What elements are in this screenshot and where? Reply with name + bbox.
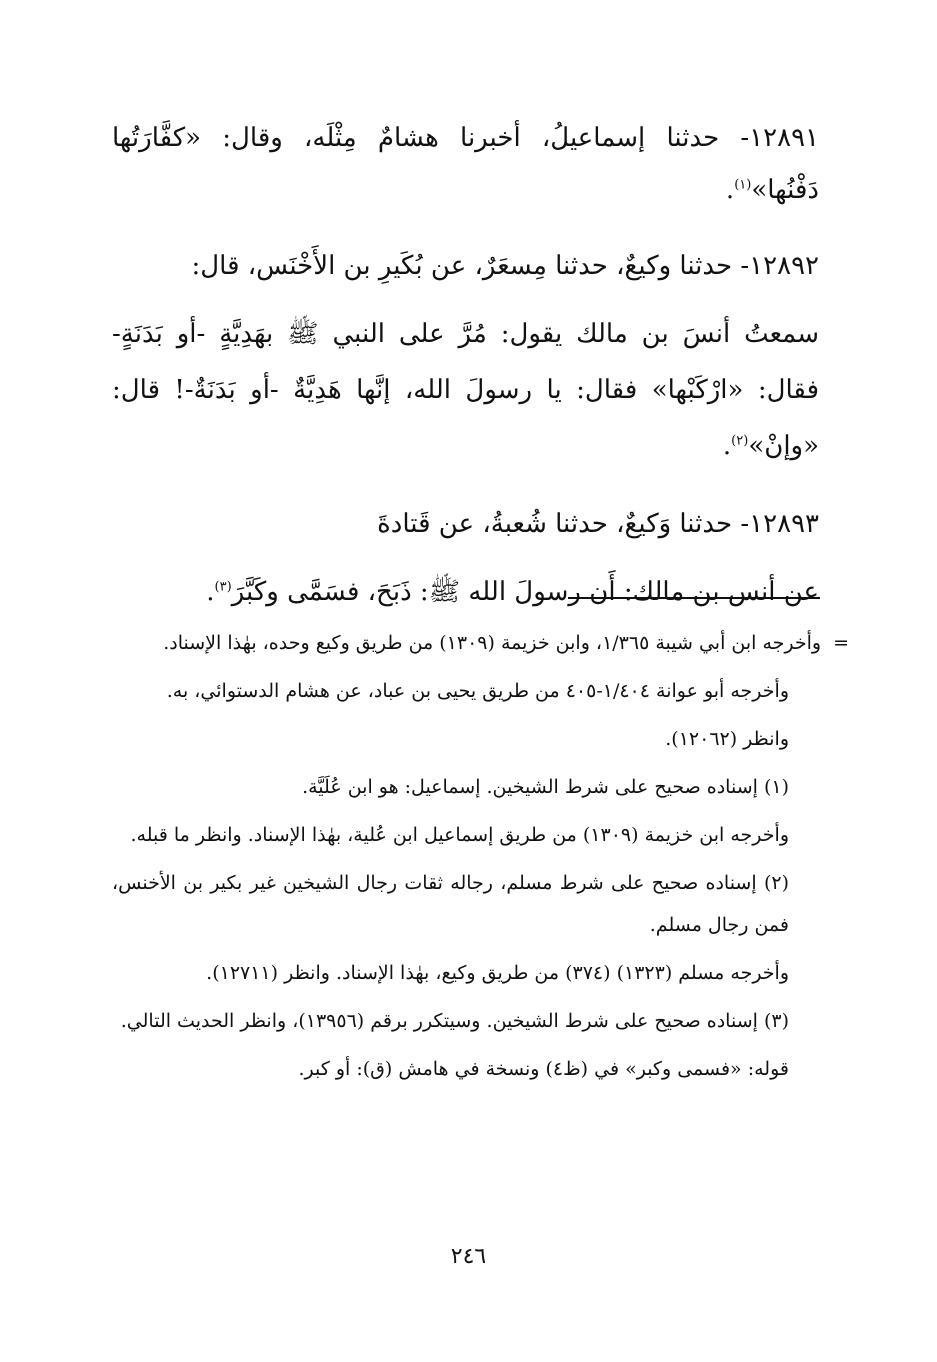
footnote-line: (١) إسناده صحيح على شرط الشيخين. إسماعيل: هو ابن عُلَيَّة. bbox=[302, 776, 789, 798]
footnote-line: وأخرجه ابن خزيمة (١٣٠٩) من طريق إسماعيل ابن عُلية، بهٰذا الإسناد. وانظر ما قبله. bbox=[130, 824, 789, 846]
footnote-line: وأخرجه أبو عوانة ١/٤٠٤-٤٠٥ من طريق يحيى بن عباد، عن هشام الدستوائي، به. bbox=[166, 680, 789, 702]
hadith-text: سمعتُ أنسَ بن مالك يقول: مُرَّ على النبي ﷺ بهَدِيَّةٍ -أو بَدَنَةٍ- فقال: «ارْكَبْها» فقال: يا رسولَ الله، إنَّها هَدِيَّةٌ -أو بَدَنَةٌ-! قال: «وإنْ» bbox=[112, 319, 819, 461]
hadith-12891 bbox=[112, 112, 819, 216]
hadith-end: . bbox=[725, 175, 735, 205]
footnote-line: وانظر (١٢٠٦٢). bbox=[665, 728, 789, 750]
hadith-text: ١٢٨٩٣- حدثنا وَكيعٌ، حدثنا شُعبةُ، عن قَتادةَ bbox=[377, 509, 819, 539]
hadith-text: ١٢٨٩٢- حدثنا وكيعٌ، حدثنا مِسعَرٌ، عن بُكَيرِ بن الأَخْنَس، قال: bbox=[191, 251, 819, 281]
footnote-line: (٢) إسناده صحيح على شرط مسلم، رجاله ثقات رجال الشيخين غير بكير بن الأخنس، فمن رجال مسلم. bbox=[112, 872, 789, 936]
footnote-line: وأخرجه مسلم (١٣٢٣) (٣٧٤) من طريق وكيع، بهٰذا الإسناد. وانظر (١٢٧١١). bbox=[206, 962, 789, 984]
hadith-12892-matn bbox=[112, 306, 819, 474]
footnote-line bbox=[112, 622, 849, 664]
footnote-ref: (٣) bbox=[214, 579, 232, 595]
footnotes-block bbox=[112, 622, 849, 1096]
hadith-text: عن أنس بن مالك: أَن رسولَ الله ﷺ: ذَبَحَ، فسَمَّى وكَبَّرَ bbox=[231, 577, 819, 607]
continuation-mark: = bbox=[833, 632, 849, 654]
hadith-end: . bbox=[206, 577, 215, 607]
hadith-text-block bbox=[112, 112, 819, 642]
footnote-separator bbox=[568, 597, 820, 599]
hadith-text: ١٢٨٩١- حدثنا إسماعيلُ، أخبرنا هشامٌ مِثْلَه، وقال: «كفَّارَتُها دَفْنُها» bbox=[112, 123, 819, 205]
footnote-ref: (٢) bbox=[731, 433, 749, 449]
page-number: ٢٤٦ bbox=[450, 1244, 487, 1269]
footnote-text: وأخرجه ابن أبي شيبة ١/٣٦٥، وابن خزيمة (١٣٠٩) من طريق وكيع وحده، بهٰذا الإسناد. bbox=[163, 632, 822, 654]
hadith-12893-matn bbox=[112, 564, 819, 620]
hadith-end: . bbox=[722, 431, 732, 461]
footnote-line: (٣) إسناده صحيح على شرط الشيخين. وسيتكرر برقم (١٣٩٥٦)، وانظر الحديث التالي. bbox=[120, 1010, 789, 1032]
footnote-line: قوله: «فسمى وكبر» في (ظ٤) ونسخة في هامش (ق): أو كبر. bbox=[298, 1058, 789, 1080]
hadith-12893-isnad bbox=[112, 496, 819, 552]
footnote-ref: (١) bbox=[734, 177, 752, 193]
hadith-12892-isnad bbox=[112, 238, 819, 294]
